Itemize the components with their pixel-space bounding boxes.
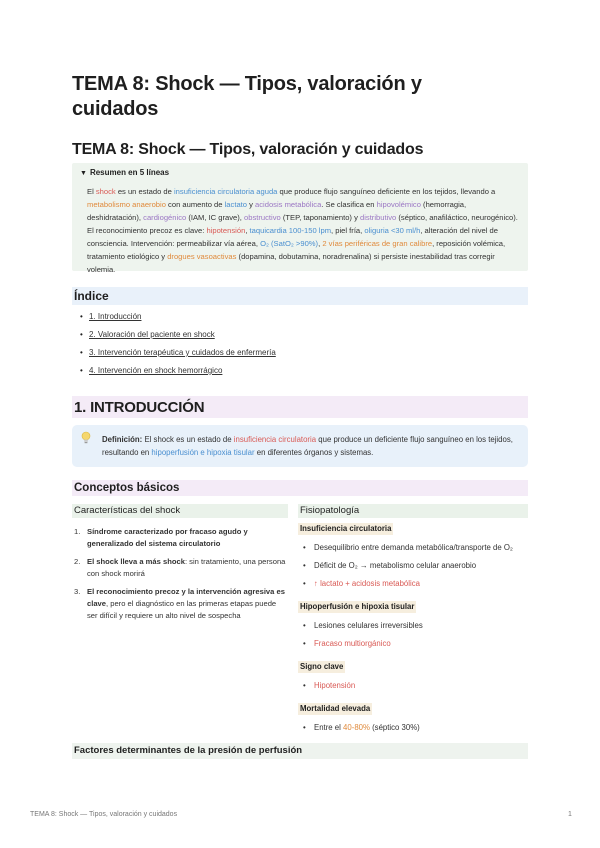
text-run: (séptico, anafiláctico, neurogénico). El reconocimiento precoz es clave: [87,213,518,235]
toc-item [80,326,276,344]
subsection-label: Hipoperfusión e hipoxia tisular [300,602,415,611]
highlighted-term: lactato [224,200,247,209]
highlighted-term: hipovolémico [376,200,421,209]
text-run: que produce un deficiente flujo sanguíneo en los tejidos, resultando en [102,435,513,457]
caracteristicas-title: Características del shock [72,504,288,518]
list-item [298,722,528,734]
fisiopatologia-column [298,504,528,740]
text-run: , reposición volémica, tratamiento etiológico y [87,239,506,261]
text-run: (dopamina, dobutamina, noradrenalina) si persiste inestabilidad tras corregir volemia. [87,252,495,274]
highlighted-term: drogues vasoactivas [167,252,237,261]
text-run: y [247,200,256,209]
text-run: , piel fría, [331,226,365,235]
highlighted-term: oliguria <30 ml/h [364,226,421,235]
highlighted-term: hipoperfusión e hipoxia tisular [151,448,255,457]
caracteristicas-column [72,504,288,628]
bullet-list [298,542,528,590]
toc-link[interactable]: 1. Introducción [89,312,142,321]
index-heading: Índice [72,287,528,305]
subsection-label: Signo clave [300,662,344,671]
highlighted-term: cardiogénico [143,213,187,222]
list-number: 1. [74,527,81,536]
factores-heading: Factores determinantes de la presión de perfusión [72,743,528,759]
highlighted-term: ↑ lactato + acidosis metabólica [314,579,420,588]
toc-item [80,362,276,380]
text-run: , alteración del nivel de consciencia. Intervención: permeabilizar vía aérea, [87,226,498,248]
highlighted-term: Hipotensión [314,681,356,690]
list-item [72,526,288,550]
text-run: que produce flujo sanguíneo deficiente en los tejidos, llevando a [277,187,496,196]
text-run: con aumento de [165,200,225,209]
conceptos-basicos-heading: Conceptos básicos [72,480,528,496]
highlighted-term: metabolismo anaerobio [87,200,166,209]
highlighted-term: Fracaso multiorgánico [314,639,391,648]
text-run: (TEP, taponamiento) y [280,213,360,222]
text-run: , [318,239,323,248]
highlighted-term: O₂ (SatO₂ >90%) [260,239,319,248]
toc-link[interactable]: 3. Intervención terapéutica y cuidados de enfermería [89,348,276,357]
footer-title: TEMA 8: Shock — Tipos, valoración y cuidados [30,811,178,818]
highlighted-term: hipotensión [206,226,246,235]
bullet-list [298,620,528,650]
list-number: 3. [74,587,81,596]
list-item [298,560,528,572]
page-number: 1 [568,811,572,818]
text-run: Lesiones celulares irreversibles [314,621,423,630]
bullet-list [298,680,528,692]
toc-item [80,308,276,326]
text-run: es un estado de [115,187,174,196]
bold-text: Definición: [102,435,143,444]
text-run: El [87,187,96,196]
text-run: , [245,226,250,235]
list-item [298,542,528,554]
highlighted-term: taquicardia 100-150 lpm [249,226,332,235]
highlighted-term: 2 vías periféricas de gran calibre [322,239,433,248]
bold-text: Síndrome caracterizado por fracaso agudo y generalizado del sistema circulatorio [87,527,248,548]
list-number: 2. [74,557,81,566]
highlighted-term: obstructivo [244,213,281,222]
list-item [298,680,528,692]
summary-label: Resumen en 5 líneas [89,168,170,177]
list-item [72,556,288,580]
document-title: TEMA 8: Shock — Tipos, valoración y cuidados [72,73,422,120]
toc-item [80,344,276,362]
fisiopatologia-groups [298,518,528,734]
text-run: Desequilibrio entre demanda metabólica/transporte de O₂ [314,543,513,552]
triangle-down-icon[interactable]: ▼ [80,170,87,177]
highlighted-term: insuficiencia circulatoria aguda [173,187,278,196]
highlighted-term: insuficiencia circulatoria [233,435,317,444]
bold-text: El shock lleva a más shock [87,557,185,566]
summary-toggle-block[interactable] [72,163,528,274]
subsection-label: Mortalidad elevada [300,704,371,713]
list-item [298,620,528,632]
caracteristicas-list [72,526,288,622]
page-heading: TEMA 8: Shock — Tipos, valoración y cuidados [72,141,424,158]
text-run: (IAM, IC grave), [186,213,245,222]
text-run: Déficit de O₂ → metabolismo celular anaerobio [314,561,477,570]
text-run: en diferentes órganos y sistemas. [254,448,374,457]
text-run: . Se clasifica en [321,200,377,209]
list-item [298,638,528,650]
table-of-contents [80,308,276,380]
definition-text [102,433,518,459]
text-run: El shock es un estado de [142,435,234,444]
toc-link[interactable]: 4. Intervención en shock hemorrágico [89,366,223,375]
text-run: , pero el diagnóstico en las primeras etapas puede ser difícil y requiere un alto nivel de sospecha [87,599,277,620]
lightbulb-icon [81,431,91,445]
definition-callout [72,425,528,467]
text-run: (séptico 30%) [369,723,420,732]
text-run: (hemorragia, deshidratación), [87,200,467,222]
list-item [72,586,288,622]
section-introduction-heading: 1. INTRODUCCIÓN [72,396,528,418]
summary-header[interactable] [80,166,518,181]
summary-text [80,185,518,276]
toc-link[interactable]: 2. Valoración del paciente en shock [89,330,215,339]
highlighted-term: shock [95,187,116,196]
list-item [298,578,528,590]
bold-text: El reconocimiento precoz y la intervención agresiva es clave [87,587,285,608]
bullet-list [298,722,528,734]
text-run: Entre el [314,723,344,732]
highlighted-term: 40-80% [343,723,370,732]
subsection-label: Insuficiencia circulatoria [300,524,392,533]
highlighted-term: distributivo [359,213,397,222]
text-run: : sin tratamiento, una persona con shock morirá [87,557,286,578]
fisiopatologia-title: Fisiopatología [298,504,528,518]
highlighted-term: acidosis metabólica [255,200,322,209]
